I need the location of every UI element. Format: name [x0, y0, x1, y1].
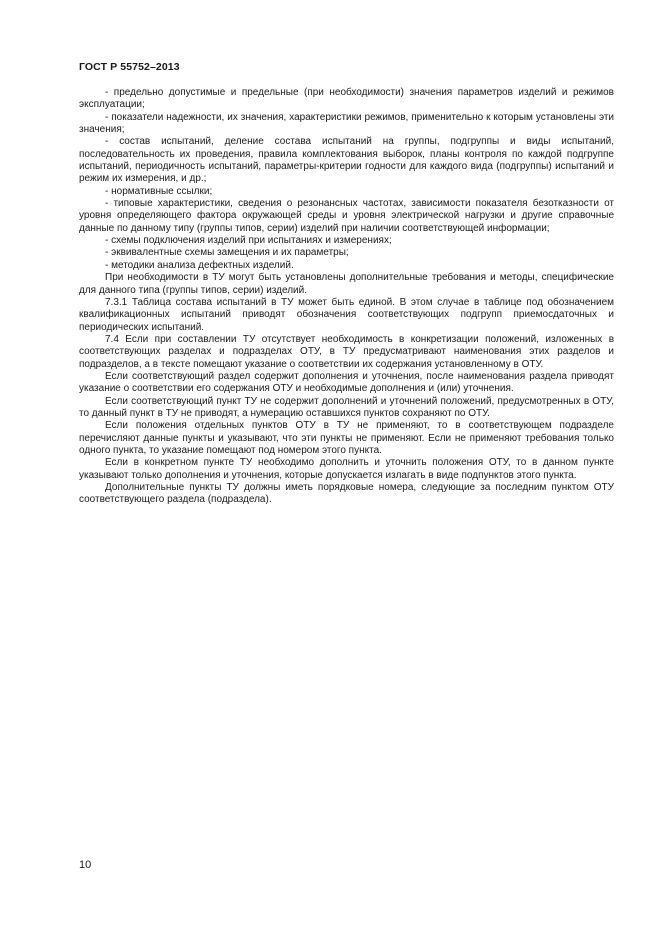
- body-text: [79, 87, 614, 507]
- paragraph-7-4: 7.4 Если при составлении ТУ отсутствует необходимость в конкретизации положений, изложенных в соответствующих разделах и подразделах ОТУ, в ТУ предусматривают наименования этих разделов и подразделов, а в тексте помещают указание о соответствии их содержания установленному в ОТУ.: [79, 333, 614, 370]
- list-item-equivalent-circuits: - эквивалентные схемы замещения и их параметры;: [105, 247, 349, 259]
- paragraph-not-applied: Если положения отдельных пунктов ОТУ в ТУ не применяют, то в соответствующем подразделе перечисляют данные пункты и указывают, что эти пункты не применяют. Если не применяют требования только одного пункта, то указание помещают под номером этого пункта.: [79, 420, 614, 456]
- list-item-typical-characteristics: - типовые характеристики, сведения о резонансных частотах, зависимости показателя безотказности от уровня определяющего фактора окружающей среды и уровня электрической нагрузки и другие справочные данные по данному типу (группы типов, серии) изделий при наличии соответствующей информации;: [79, 198, 614, 234]
- paragraph-additional-clauses: Дополнительные пункты ТУ должны иметь порядковые номера, следующие за последним пунктом ОТУ соответствующего раздела (подраздела).: [79, 482, 614, 506]
- document-code-header: ГОСТ Р 55752–2013: [79, 61, 180, 73]
- list-item-reliability: - показатели надежности, их значения, характеристики режимов, применительно к которым установлены эти значения;: [79, 111, 614, 136]
- list-item-connection-schemes: - схемы подключения изделий при испытаниях и измерениях;: [105, 235, 392, 247]
- paragraph-additional-requirements: При необходимости в ТУ могут быть установлены дополнительные требования и методы, специфические для данного типа (группы типов, серии) изделий.: [79, 272, 614, 296]
- list-item-normative-references: - нормативные ссылки;: [105, 185, 213, 197]
- paragraph-section-additions: Если соответствующий раздел содержит дополнения и уточнения, после наименования раздела приводят указание о соответствии его содержания ОТУ и необходимые дополнения и (или) уточнения.: [79, 370, 614, 395]
- paragraph-supplement-clause: Если в конкретном пункте ТУ необходимо дополнить и уточнить положения ОТУ, то в данном пункте указывают только дополнения и уточнения, которые допускается излагать в виде подпунктов этого пункта.: [79, 457, 614, 481]
- list-item-test-composition: - состав испытаний, деление состава испытаний на группы, подгруппы и виды испытаний, последовательность их проведения, правила комплектования выборок, планы контроля по каждой подгруппе испытаний, периодичность испытаний, параметры-критерии годности для каждого вида (подгруппы) испытаний и режим их измерения, и др.;: [79, 136, 614, 185]
- list-item-defect-analysis: - методики анализа дефектных изделий.: [105, 259, 294, 271]
- paragraph-7-3-1: 7.3.1 Таблица состава испытаний в ТУ может быть единой. В этом случае в таблице под обозначением квалификационных испытаний приводят обозначения соответствующих подгрупп приемосдаточных и периодических испытаний.: [79, 296, 614, 333]
- list-item-limit-values: - предельно допустимые и предельные (при необходимости) значения параметров изделий и режимов эксплуатации;: [79, 87, 614, 111]
- paragraph-no-additions: Если соответствующий пункт ТУ не содержит дополнений и уточнений положений, предусмотренных в ОТУ, то данный пункт в ТУ не приводят, а нумерацию оставшихся пунктов сохраняют по ОТУ.: [79, 395, 614, 419]
- page-number: 10: [79, 859, 92, 871]
